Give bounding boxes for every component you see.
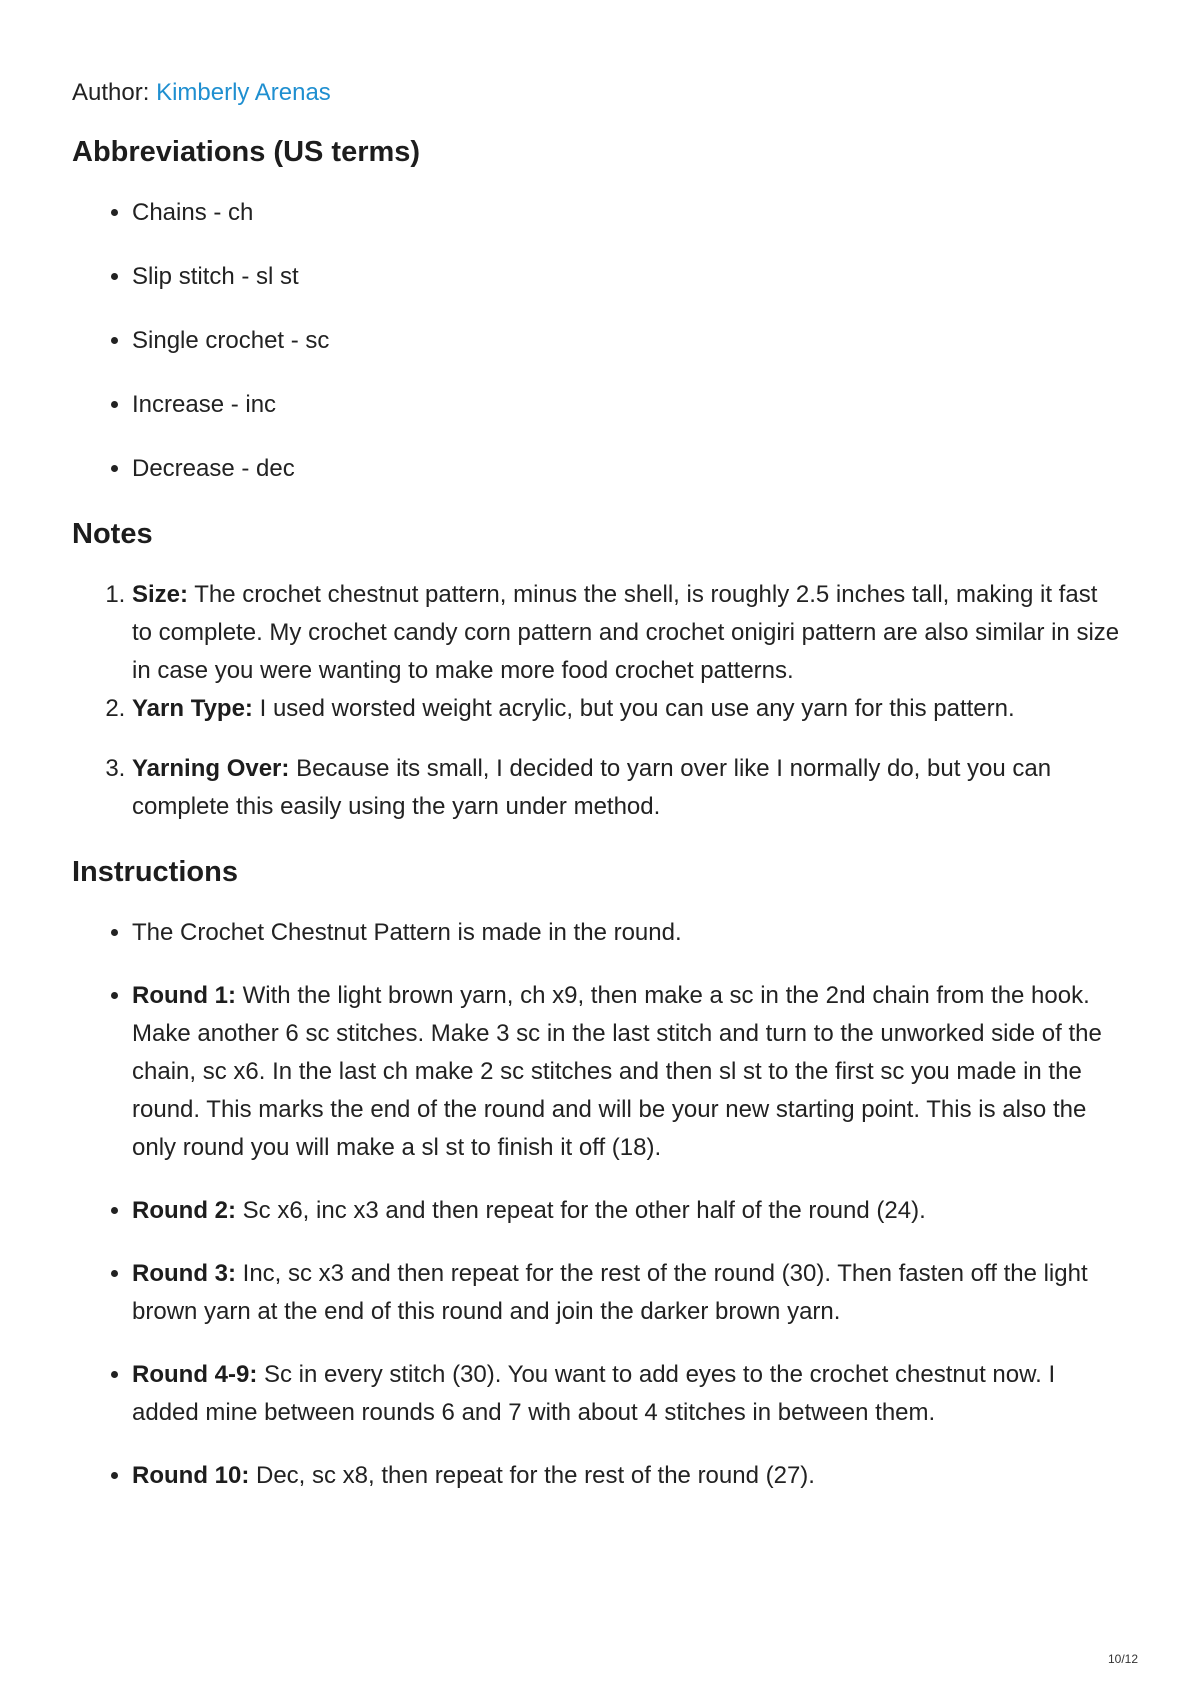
notes-list <box>72 576 1122 826</box>
round-item <box>132 977 1122 1167</box>
list-item: • Increase - inc <box>132 386 1122 424</box>
list-item: • Slip stitch - sl st <box>132 258 1122 296</box>
abbreviations-heading: Abbreviations (US terms) <box>72 136 421 168</box>
round-text: Sc x6, inc x3 and then repeat for the other half of the round (24). <box>242 1197 926 1224</box>
document-page <box>72 78 1122 1520</box>
round-item <box>132 1356 1122 1432</box>
note-item <box>132 690 1122 728</box>
round-text: Sc in every stitch (30). You want to add eyes to the crochet chestnut now. I added mine between rounds 6 and 7 with about 4 stitches in between them. <box>132 1361 1056 1426</box>
round-label: Round 2: <box>132 1197 236 1224</box>
note-text: I used worsted weight acrylic, but you can use any yarn for this pattern. <box>259 695 1015 722</box>
round-item <box>132 1192 1122 1230</box>
round-item <box>132 1457 1122 1495</box>
note-text: The crochet chestnut pattern, minus the shell, is roughly 2.5 inches tall, making it fast to complete. My crochet candy corn pattern and crochet onigiri pattern are also similar in size in case you were wanting to make more food crochet patterns. <box>132 581 1120 684</box>
round-label: Round 3: <box>132 1260 236 1287</box>
author-link[interactable]: Kimberly Arenas <box>156 79 331 106</box>
list-item: • Decrease - dec <box>132 450 1122 488</box>
note-text: Because its small, I decided to yarn over like I normally do, but you can complete this easily using the yarn under method. <box>132 755 1052 820</box>
round-label: Round 4-9: <box>132 1361 258 1388</box>
page-number: 10/12 <box>1107 1652 1138 1666</box>
list-item: • Chains - ch <box>132 194 1122 232</box>
note-label: Yarning Over: <box>132 755 290 782</box>
instructions-list <box>72 914 1122 1495</box>
author-label: Author: <box>72 79 150 106</box>
note-item <box>132 576 1122 690</box>
instruction-intro: • The Crochet Chestnut Pattern is made in the round. <box>132 914 1122 952</box>
note-label: Size: <box>132 581 189 608</box>
abbreviations-list <box>72 194 1122 488</box>
round-label: Round 10: <box>132 1462 250 1489</box>
notes-heading: Notes <box>72 518 153 550</box>
round-item <box>132 1255 1122 1331</box>
note-label: Yarn Type: <box>132 695 253 722</box>
list-item: • Single crochet - sc <box>132 322 1122 360</box>
round-label: Round 1: <box>132 982 236 1009</box>
round-text: With the light brown yarn, ch x9, then make a sc in the 2nd chain from the hook. Make another 6 sc stitches. Make 3 sc in the last stitch and turn to the unworked side of the chain, sc x6. In the last ch make 2 sc stitches and then sl st to the first sc you made in the round. This marks the end of the round and will be your new starting point. This is also the only round you will make a sl st to finish it off (18). <box>132 982 1102 1161</box>
author-line <box>72 78 1122 108</box>
instructions-heading: Instructions <box>72 856 238 888</box>
round-text: Dec, sc x8, then repeat for the rest of the round (27). <box>256 1462 815 1489</box>
note-item <box>132 750 1122 826</box>
round-text: Inc, sc x3 and then repeat for the rest of the round (30). Then fasten off the light brown yarn at the end of this round and join the darker brown yarn. <box>132 1260 1088 1325</box>
